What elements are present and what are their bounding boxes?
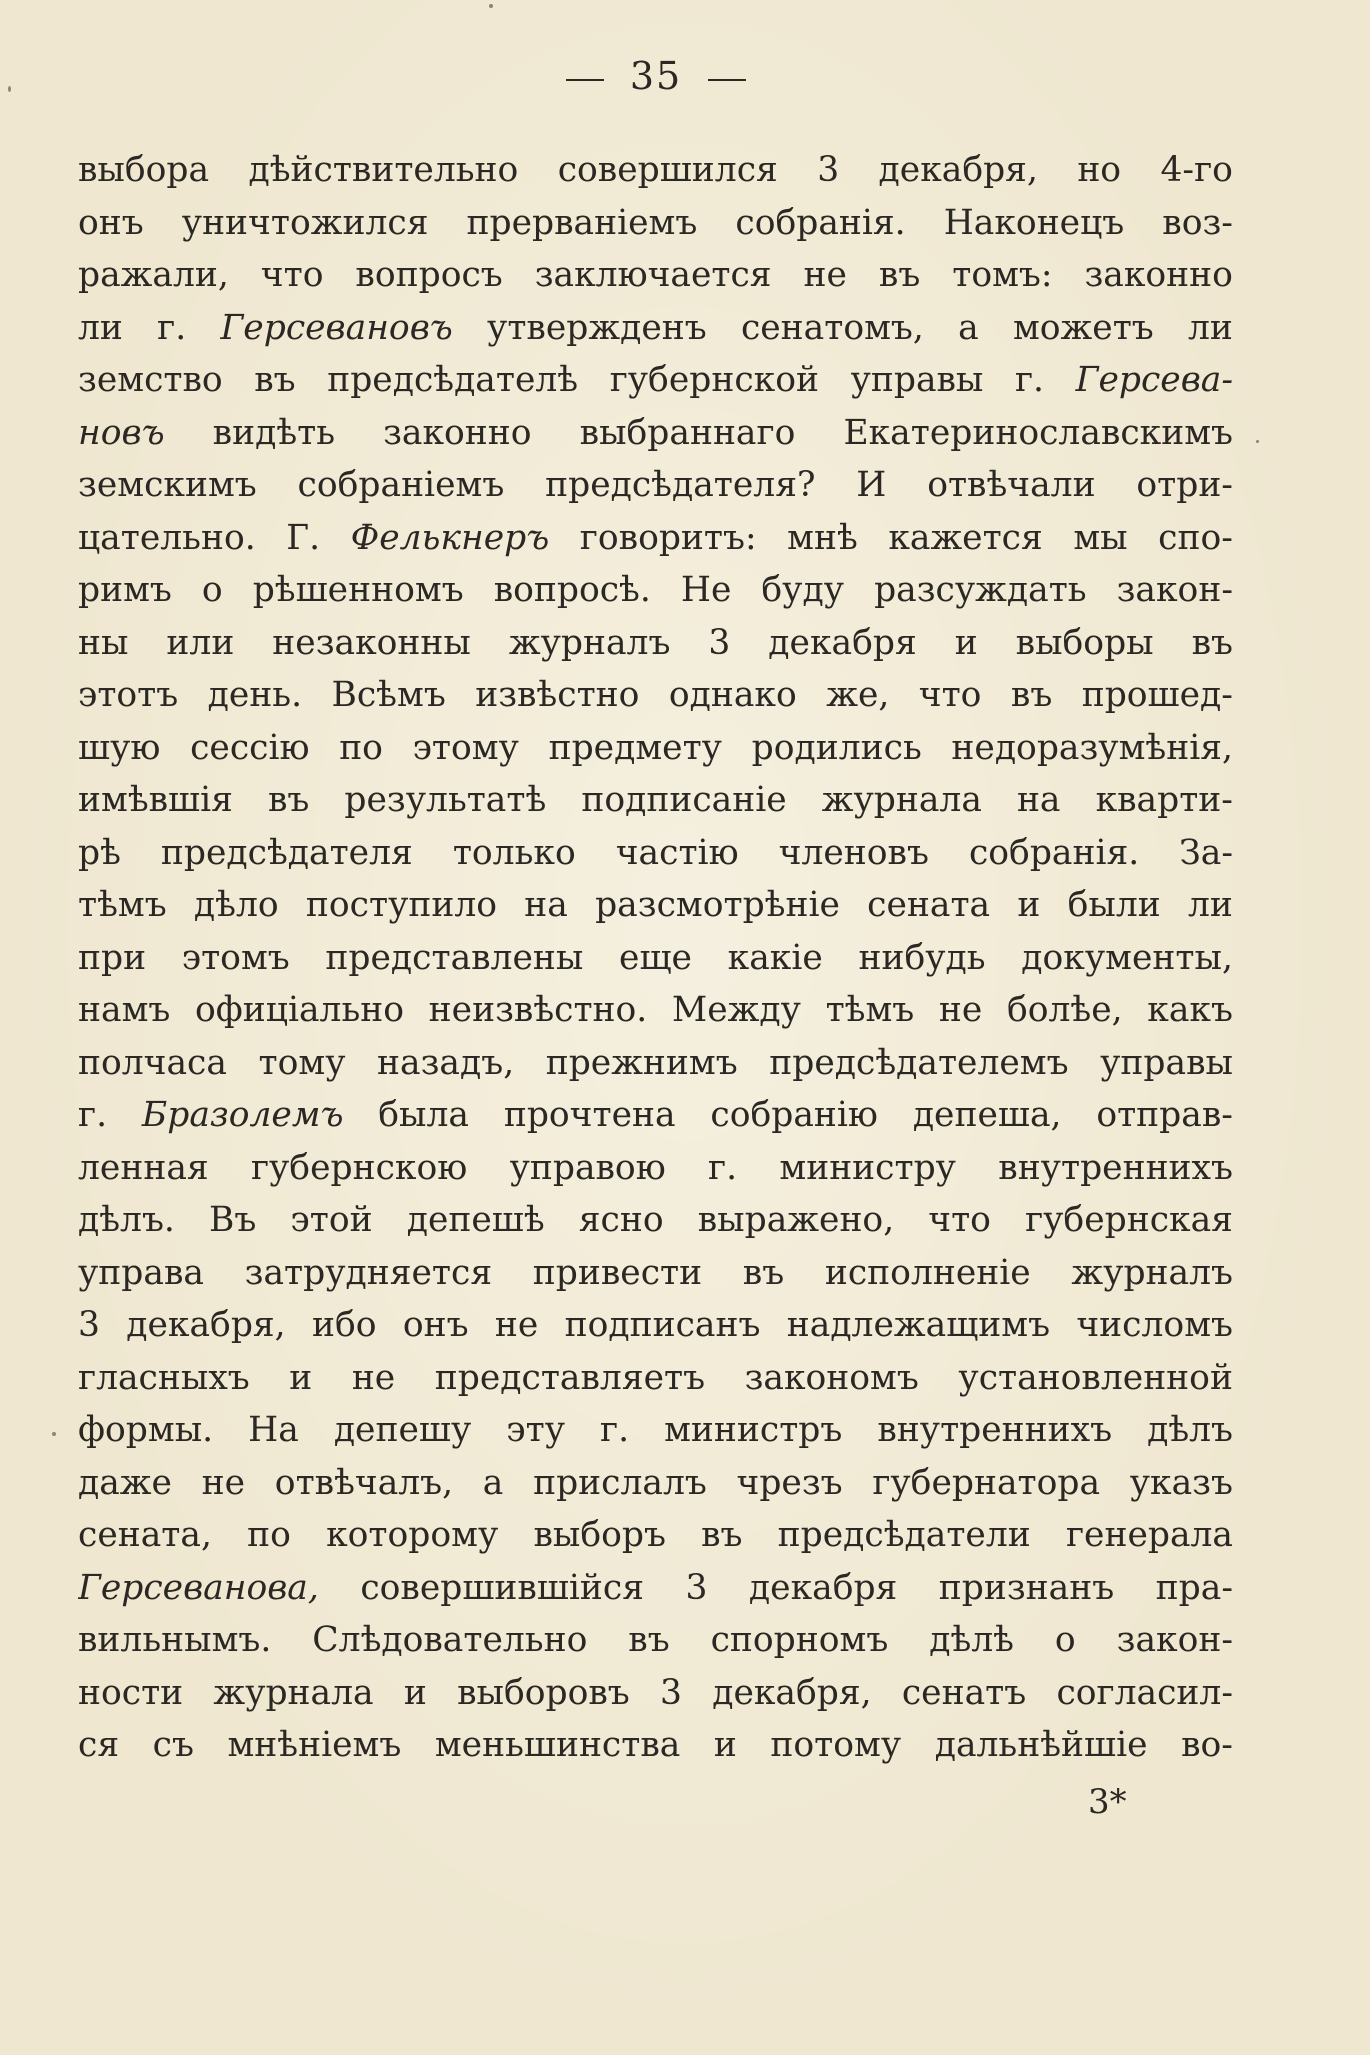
word: выражено, — [697, 1200, 895, 1240]
word: предсѣдателѣ — [327, 360, 579, 400]
word: уничтожился — [181, 202, 429, 243]
word: какіе — [727, 937, 823, 978]
word: закон- — [1116, 1620, 1233, 1660]
word: тѣмъ — [825, 990, 915, 1030]
word: отвѣчали — [927, 465, 1096, 505]
word: тѣмъ — [78, 885, 167, 925]
word: нибудь — [858, 937, 986, 978]
word: намъ — [78, 990, 171, 1030]
word: внутреннихъ — [877, 1410, 1113, 1450]
word: дѣло — [193, 885, 279, 925]
word: въ — [254, 360, 296, 400]
word: ности — [78, 1672, 184, 1713]
word: въ — [701, 1515, 743, 1555]
word: г. — [157, 307, 187, 348]
word: болѣе, — [1006, 990, 1123, 1030]
italic-name: Бразолемъ — [141, 1095, 344, 1135]
word: членовъ — [778, 832, 929, 873]
word: За- — [1179, 832, 1233, 873]
word: депешѣ — [406, 1200, 545, 1240]
word: вопросъ — [355, 255, 503, 295]
word: подписаніе — [581, 780, 787, 820]
word: въ — [742, 1252, 785, 1293]
word: не — [351, 1357, 396, 1398]
text-line — [78, 1562, 1233, 1615]
word: законно — [383, 412, 532, 453]
word: прочтена — [503, 1095, 676, 1135]
text-line — [78, 722, 1233, 775]
word: депешу — [333, 1410, 472, 1450]
word: мы — [1073, 517, 1128, 558]
word: совершился — [557, 150, 778, 190]
text-line — [78, 984, 1233, 1037]
word: результатѣ — [344, 780, 547, 820]
text-line — [78, 197, 1233, 250]
word: гласныхъ — [78, 1357, 250, 1398]
word: указъ — [1129, 1462, 1233, 1503]
word: представляетъ — [434, 1357, 706, 1398]
word: тому — [258, 1042, 346, 1083]
text-line — [78, 1719, 1233, 1772]
word: собранію — [710, 1095, 878, 1135]
text-line — [78, 144, 1233, 197]
word: но — [1077, 150, 1122, 190]
word: рѣ — [78, 832, 121, 873]
text-line — [78, 1667, 1233, 1720]
word: только — [452, 832, 576, 873]
word: онъ — [402, 1305, 469, 1345]
word: частію — [615, 832, 739, 873]
word: цательно. — [78, 517, 256, 558]
word: и — [954, 622, 978, 663]
word: журнала — [821, 780, 982, 820]
word: собраніемъ — [297, 465, 505, 505]
word: исполненіе — [824, 1252, 1031, 1293]
word: установленной — [958, 1357, 1233, 1398]
word: онъ — [78, 202, 144, 243]
word: и — [289, 1357, 313, 1398]
word: журналъ — [508, 622, 671, 663]
page-number-header — [0, 52, 1312, 100]
paper-speck — [489, 4, 493, 8]
word: не — [201, 1462, 246, 1503]
word: И — [856, 465, 887, 505]
word: что — [260, 255, 324, 295]
word: предсѣдатели — [777, 1515, 1031, 1555]
word — [351, 512, 550, 565]
word: дѣлъ. — [78, 1200, 175, 1240]
word: томъ: — [952, 255, 1053, 295]
word: о — [1054, 1620, 1076, 1660]
word: поступило — [305, 885, 498, 925]
word: сенатъ — [901, 1672, 1027, 1713]
text-line — [78, 1509, 1233, 1562]
word: ли — [1187, 307, 1233, 348]
text-line — [78, 1037, 1233, 1090]
italic-name: Герсеванова, — [78, 1567, 319, 1608]
word: губернскою — [250, 1147, 468, 1188]
word: въ — [628, 1620, 670, 1660]
word: офиціально — [195, 990, 405, 1030]
word: же, — [826, 675, 890, 715]
word: декабря — [768, 622, 917, 663]
word: заключается — [534, 255, 772, 295]
word: дальнѣйшіе — [934, 1725, 1148, 1765]
word: и — [403, 1672, 427, 1713]
word: ся — [78, 1725, 120, 1765]
word: эту — [506, 1410, 565, 1450]
text-line — [78, 1299, 1233, 1352]
word: Слѣдовательно — [312, 1620, 588, 1660]
italic-name: Герсевановъ — [220, 307, 453, 348]
word: числомъ — [1076, 1305, 1233, 1345]
word: сената, — [78, 1515, 212, 1555]
text-line — [78, 1614, 1233, 1667]
word: отри- — [1136, 465, 1233, 505]
text-line — [78, 1457, 1233, 1510]
word: разсмотрѣніе — [595, 885, 840, 925]
text-line — [78, 617, 1233, 670]
word: этой — [290, 1200, 373, 1240]
word: день. — [207, 675, 303, 715]
word: документы, — [1021, 937, 1233, 978]
word: законно — [1084, 255, 1233, 295]
text-line — [78, 827, 1233, 880]
word: еще — [619, 937, 692, 978]
word: подписанъ — [564, 1305, 761, 1345]
word: мнѣ — [787, 517, 858, 558]
word: 3 — [685, 1567, 708, 1608]
word: можетъ — [1012, 307, 1154, 348]
word: выбраннаго — [579, 412, 796, 453]
paper-speck — [52, 1432, 56, 1436]
word — [142, 1089, 344, 1142]
word: затрудняется — [244, 1252, 493, 1293]
word: въ — [267, 780, 310, 820]
word: какъ — [1147, 990, 1233, 1030]
word: родились — [751, 727, 922, 768]
word: прислалъ — [533, 1462, 707, 1503]
body-text — [78, 144, 1233, 1772]
word: имѣвшія — [78, 780, 233, 820]
word: этому — [412, 727, 519, 768]
word: была — [378, 1095, 469, 1135]
word: 3 — [660, 1672, 682, 1713]
word: 3 — [708, 622, 731, 663]
word: признанъ — [938, 1567, 1115, 1608]
word: журнала — [213, 1672, 374, 1713]
word: по — [339, 727, 383, 768]
word: сената — [867, 885, 991, 925]
word — [1076, 354, 1233, 407]
text-line — [78, 669, 1233, 722]
paper-speck — [1256, 440, 1259, 443]
word: на — [1016, 780, 1061, 820]
word: губернской — [609, 360, 819, 400]
word: меньшинства — [434, 1725, 681, 1765]
word: г. — [78, 1095, 108, 1135]
word: потому — [770, 1725, 902, 1765]
word: надлежащимъ — [786, 1305, 1051, 1345]
word: г. — [1014, 360, 1045, 400]
word: декабря, — [712, 1672, 872, 1713]
word: недоразумѣнія, — [951, 727, 1233, 768]
word: предсѣдателя — [160, 832, 413, 873]
italic-name: Фелькнеръ — [350, 517, 550, 558]
word: управы — [1100, 1042, 1233, 1083]
word: ражали, — [78, 255, 229, 295]
text-line — [78, 249, 1233, 302]
word: кварти- — [1095, 780, 1233, 820]
text-line — [78, 1089, 1233, 1142]
word: управою — [509, 1147, 666, 1188]
word: земство — [78, 360, 223, 400]
text-line — [78, 564, 1233, 617]
word: губернская — [1025, 1200, 1233, 1240]
word: г. — [708, 1147, 738, 1188]
word: 4-го — [1160, 150, 1233, 190]
text-line — [78, 1247, 1233, 1300]
word: дѣлъ — [1147, 1410, 1233, 1450]
word: незаконны — [272, 622, 471, 663]
text-line — [78, 1352, 1233, 1405]
word: 3 — [817, 150, 840, 190]
word: предсѣдателемъ — [769, 1042, 1069, 1083]
word: совершившійся — [360, 1567, 645, 1608]
text-line — [78, 879, 1233, 932]
word: Не — [680, 570, 732, 610]
word: прежнимъ — [545, 1042, 738, 1083]
left-dash — [566, 79, 604, 81]
word: вильнымъ. — [78, 1620, 272, 1660]
word: не — [494, 1305, 539, 1345]
italic-name: Герсева- — [1075, 360, 1233, 400]
word: которому — [326, 1515, 499, 1555]
word: въ — [1010, 675, 1053, 715]
word: Въ — [209, 1200, 257, 1240]
word: земскимъ — [78, 465, 257, 505]
word: Всѣмъ — [331, 675, 446, 715]
word: не — [938, 990, 983, 1030]
word: съ — [152, 1725, 194, 1765]
word: декабря, — [878, 150, 1038, 190]
word: не — [803, 255, 847, 295]
word: ибо — [311, 1305, 377, 1345]
word — [78, 1562, 319, 1615]
word: однако — [668, 675, 797, 715]
word: Наконецъ — [943, 202, 1125, 243]
word: назадъ, — [377, 1042, 515, 1083]
text-line — [78, 407, 1233, 460]
word: видѣть — [212, 412, 335, 453]
word: отправ- — [1096, 1095, 1233, 1135]
word: или — [166, 622, 235, 663]
word: генерала — [1065, 1515, 1233, 1555]
word: выбора — [78, 150, 210, 190]
text-line — [78, 354, 1233, 407]
word: при — [78, 937, 147, 978]
word: На — [248, 1410, 299, 1450]
word: согласил- — [1056, 1672, 1233, 1713]
word: и — [1017, 885, 1041, 925]
word: сессію — [190, 727, 310, 768]
word: а — [958, 307, 979, 348]
word: выборъ — [533, 1515, 666, 1555]
word: предмету — [548, 727, 722, 768]
word: а — [482, 1462, 504, 1503]
word: внутреннихъ — [998, 1147, 1233, 1188]
signature-mark: 3* — [1088, 1782, 1127, 1822]
word: въ — [878, 255, 921, 295]
text-line — [78, 459, 1233, 512]
text-line — [78, 1194, 1233, 1247]
word: были — [1067, 885, 1161, 925]
word: прошед- — [1081, 675, 1233, 715]
word: на — [524, 885, 568, 925]
text-line — [78, 302, 1233, 355]
word: губернатора — [872, 1462, 1101, 1503]
word: дѣйствительно — [248, 150, 519, 190]
word: вопросѣ. — [493, 570, 651, 610]
word — [78, 407, 165, 460]
word: спорномъ — [710, 1620, 889, 1660]
text-line — [78, 512, 1233, 565]
word: ли — [1187, 885, 1233, 925]
word: 3 — [78, 1305, 100, 1345]
word: привести — [532, 1252, 703, 1293]
word: выборы — [1015, 622, 1154, 663]
word: закономъ — [744, 1357, 919, 1398]
word: и — [713, 1725, 737, 1765]
word: шую — [78, 727, 161, 768]
word: римъ — [78, 570, 172, 610]
word: собранія. — [968, 832, 1140, 873]
word — [220, 302, 452, 355]
word: рѣшенномъ — [252, 570, 464, 610]
word: Екатеринославскимъ — [843, 412, 1233, 453]
word: воз- — [1162, 202, 1233, 243]
paper-speck — [8, 86, 11, 92]
word: въ — [1191, 622, 1233, 663]
word: г. — [600, 1410, 630, 1450]
text-line — [78, 774, 1233, 827]
word: утвержденъ — [487, 307, 707, 348]
word: ли — [78, 307, 123, 348]
word: во- — [1181, 1725, 1233, 1765]
word: даже — [78, 1462, 172, 1503]
word: что — [928, 1200, 991, 1240]
text-line — [78, 1142, 1233, 1195]
text-line — [78, 1404, 1233, 1457]
word: декабря, — [126, 1305, 286, 1345]
word: представлены — [325, 937, 584, 978]
word: этотъ — [78, 675, 179, 715]
word: формы. — [78, 1410, 214, 1450]
word: что — [918, 675, 982, 715]
word: закон- — [1116, 570, 1233, 610]
word: отвѣчалъ, — [274, 1462, 454, 1503]
word: Между — [671, 990, 801, 1030]
word: собранія. — [735, 202, 906, 243]
word: спо- — [1158, 517, 1233, 558]
word: говоритъ: — [579, 517, 757, 558]
word: буду — [761, 570, 845, 610]
word: сенатомъ, — [740, 307, 924, 348]
word: о — [201, 570, 223, 610]
word: журналъ — [1071, 1252, 1233, 1293]
word: по — [247, 1515, 291, 1555]
word: этомъ — [181, 937, 290, 978]
word: чрезъ — [736, 1462, 843, 1503]
word: дѣлѣ — [929, 1620, 1014, 1660]
italic-name: новъ — [78, 412, 165, 453]
word: управа — [78, 1252, 204, 1293]
word: пра- — [1155, 1567, 1233, 1608]
word: декабря — [748, 1567, 898, 1608]
word: ны — [78, 622, 129, 663]
word: министру — [779, 1147, 956, 1188]
word: полчаса — [78, 1042, 227, 1083]
text-line — [78, 932, 1233, 985]
word: мнѣніемъ — [227, 1725, 402, 1765]
word: управы — [850, 360, 984, 400]
page-number: 35 — [629, 54, 683, 98]
word: кажется — [888, 517, 1043, 558]
word: неизвѣстно. — [428, 990, 648, 1030]
word: выборовъ — [457, 1672, 630, 1713]
word: разсуждать — [874, 570, 1087, 610]
word: министръ — [664, 1410, 843, 1450]
word: депеша, — [912, 1095, 1062, 1135]
word: ленная — [78, 1147, 209, 1188]
word: предсѣдателя? — [545, 465, 816, 505]
word: извѣстно — [475, 675, 640, 715]
right-dash — [708, 79, 746, 81]
word: ясно — [578, 1200, 664, 1240]
word: Г. — [286, 517, 321, 558]
word: прерваніемъ — [466, 202, 698, 243]
